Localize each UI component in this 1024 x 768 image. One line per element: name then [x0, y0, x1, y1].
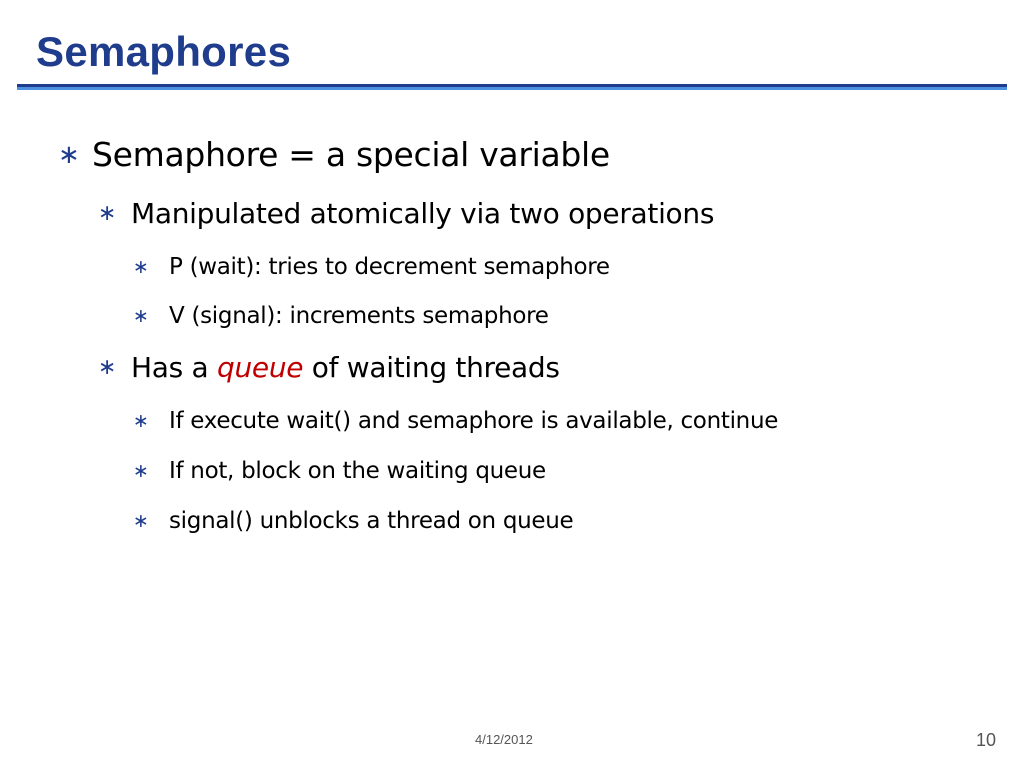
bullet-asterisk-icon: ∗ — [133, 510, 149, 532]
slide-title: Semaphores — [36, 28, 292, 75]
slide-number: 10 — [975, 730, 996, 750]
bullet-asterisk-icon: ∗ — [133, 305, 149, 327]
bullet-text: P (wait): tries to decrement semaphore — [169, 254, 610, 280]
bullet-text-suffix: of waiting threads — [303, 351, 560, 384]
bullet-text: Semaphore = a special variable — [92, 135, 610, 174]
bullet-text — [131, 351, 560, 385]
bullet-asterisk-icon: ∗ — [133, 460, 149, 482]
title-underline-light — [17, 87, 1007, 90]
bullet-asterisk-icon: ∗ — [98, 201, 117, 226]
footer-date: 4/12/2012 — [475, 732, 533, 747]
bullet-text: If not, block on the waiting queue — [169, 458, 546, 484]
bullet-asterisk-icon: ∗ — [133, 410, 149, 432]
bullet-asterisk-icon: ∗ — [58, 140, 80, 170]
emphasized-word-queue: queue — [216, 351, 304, 384]
bullet-text: signal() unblocks a thread on queue — [169, 508, 574, 534]
bullet-asterisk-icon: ∗ — [133, 256, 149, 278]
bullet-text: V (signal): increments semaphore — [169, 303, 549, 329]
bullet-text: If execute wait() and semaphore is available, continue — [169, 408, 779, 434]
title-underline — [17, 84, 1007, 91]
bullet-text: Manipulated atomically via two operations — [131, 197, 715, 230]
bullet-text-prefix: Has a — [131, 351, 217, 384]
bullet-asterisk-icon: ∗ — [98, 355, 117, 380]
